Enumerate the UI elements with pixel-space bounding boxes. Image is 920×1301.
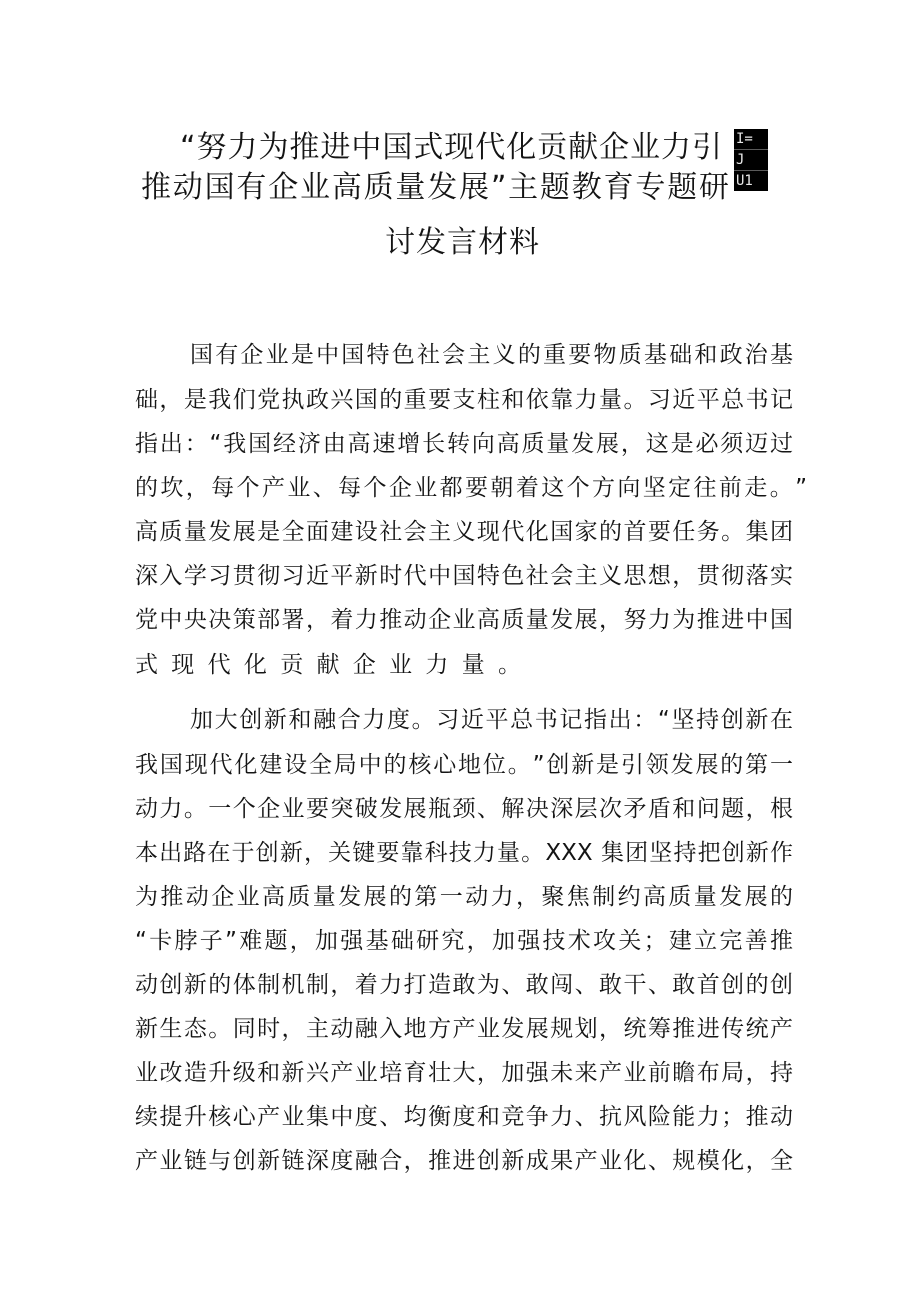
- paragraph-line: 新​生​态​。​同​时​，​主​动​融​入​地​方​产​业​发​展​规​划​，​统​筹​推​进​传​统​产: [135, 1016, 794, 1042]
- paragraph-line: 党​中​央​决​策​部​署​，​着​力​推​动​企​业​高​质​量​发​展​，​努​力​为​推​进​中​国: [135, 607, 794, 633]
- paragraph-line: 础​，​是​我​们​党​执​政​兴​国​的​重​要​支​柱​和​依​靠​力​量​。​习​近​平​总​书​记: [135, 387, 794, 413]
- stamp-box: [734, 129, 768, 191]
- paragraph-line: 深​入​学​习​贯​彻​习​近​平​新​时​代​中​国​特​色​社​会​主​义​思​想​，​贯​彻​落​实: [135, 563, 794, 589]
- paragraph-line: 国​有​企​业​是​中​国​特​色​社​会​主​义​的​重​要​物​质​基​础​和​政​治​基: [190, 342, 794, 368]
- paragraph-line: 动​创​新​的​体​制​机​制​，​着​力​打​造​敢​为​、​敢​闯​、​敢​干​、​敢​首​创​的​创: [135, 972, 794, 998]
- stamp-row-2: J: [734, 150, 768, 171]
- paragraph-line: 式现代化贡献企业力量。: [135, 652, 535, 678]
- paragraph-line: “​卡​脖​子​”​难​题​，​加​强​基​础​研​究​，​加​强​技​术​攻​关​；​建​立​完​善​推: [135, 928, 793, 954]
- paragraph-line: 的​坎​，​每​个​产​业​、​每​个​企​业​都​要​朝​着​这​个​方​向​坚​定​往​前​走​。​”: [135, 475, 807, 501]
- paragraph-line: 我​国​现​代​化​建​设​全​局​中​的​核​心​地​位​。​”​创​新​是​引​领​发​展​的​第​一: [135, 752, 793, 778]
- paragraph-line: 续​提​升​核​心​产​业​集​中​度​、​均​衡​度​和​竞​争​力​、​抗​风​险​能​力​；​推​动: [135, 1104, 794, 1130]
- stamp-row-1: I=: [734, 129, 768, 150]
- paragraph-line: 指​出​：​“​我​国​经​济​由​高​速​增​长​转​向​高​质​量​发​展​，​这​是​必​须​迈​过: [135, 431, 793, 457]
- stamp-row-3: U1: [736, 173, 753, 189]
- document-title-line-1: “​努​力​为​推​进​中​国​式​现​代​化​贡​献​企​业​力​引: [180, 130, 722, 165]
- paragraph-line: 动​力​。​一​个​企​业​要​突​破​发​展​瓶​颈​、​解​决​深​层​次​矛​盾​和​问​题​，​根: [135, 796, 794, 822]
- paragraph-line: 本​出​路​在​于​创​新​，​关​键​要​靠​科​技​力​量​。​X​X​X​ ​集​团​坚​持​把​创​新​作: [135, 840, 793, 866]
- document-title-line-2: 推​动​国​有​企​业​高​质​量​发​展​”​主​题​教​育​专​题​研: [141, 170, 729, 205]
- paragraph-line: 加​大​创​新​和​融​合​力​度​。​习​近​平​总​书​记​指​出​：​“​坚​持​创​新​在: [190, 707, 793, 733]
- paragraph-line: 高​质​量​发​展​是​全​面​建​设​社​会​主​义​现​代​化​国​家​的​首​要​任​务​。​集​团: [135, 519, 794, 545]
- paragraph-line: 业​改​造​升​级​和​新​兴​产​业​培​育​壮​大​，​加​强​未​来​产​业​前​瞻​布​局​，​持: [135, 1060, 794, 1086]
- paragraph-line: 为​推​动​企​业​高​质​量​发​展​的​第​一​动​力​，​聚​焦​制​约​高​质​量​发​展​的: [135, 884, 794, 910]
- document-title-line-3: 讨​发​言​材​料: [385, 225, 539, 260]
- paragraph-line: 产​业​链​与​创​新​链​深​度​融​合​，​推​进​创​新​成​果​产​业​化​、​规​模​化​，​全: [135, 1148, 794, 1174]
